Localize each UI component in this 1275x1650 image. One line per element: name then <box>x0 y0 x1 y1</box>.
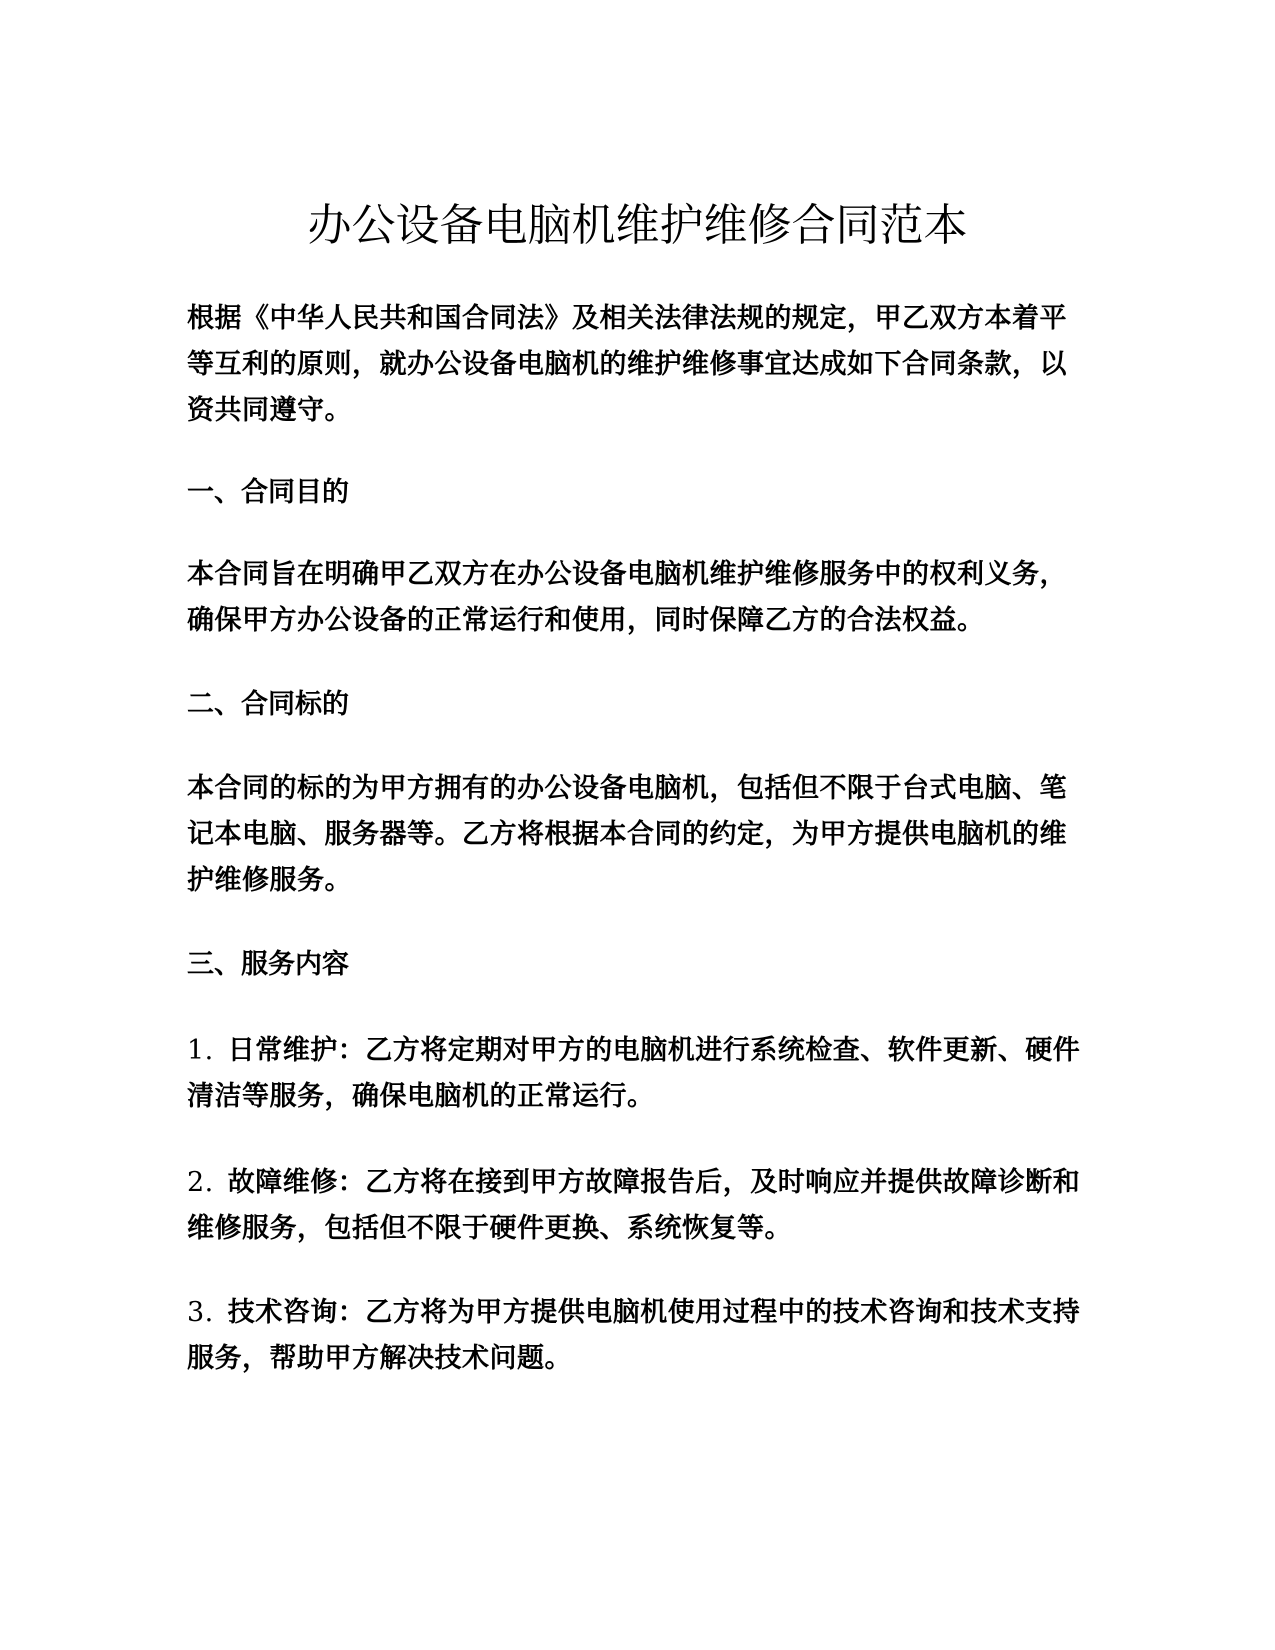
service-item-number: 1. <box>187 1035 214 1066</box>
section-heading-subject: 二、合同标的 <box>187 689 349 720</box>
section-heading-services: 三、服务内容 <box>187 949 349 980</box>
service-item-text: 日常维护：乙方将定期对甲方的电脑机进行系统检查、软件更新、硬件清洁等服务，确保电脑机的正常运行。 <box>187 1035 1081 1112</box>
service-item-number: 3. <box>187 1297 214 1328</box>
section-body-purpose: 本合同旨在明确甲乙双方在办公设备电脑机维护维修服务中的权利义务，确保甲方办公设备的正常运行和使用，同时保障乙方的合法权益。 <box>187 559 1067 636</box>
section-heading-purpose: 一、合同目的 <box>187 477 349 508</box>
document-title: 办公设备电脑机维护维修合同范本 <box>307 200 968 251</box>
service-item-number: 2. <box>187 1167 214 1198</box>
service-item-text: 故障维修：乙方将在接到甲方故障报告后，及时响应并提供故障诊断和维修服务，包括但不限于硬件更换、系统恢复等。 <box>187 1167 1081 1244</box>
service-item-fault-repair <box>187 1160 1087 1252</box>
service-item-text: 技术咨询：乙方将为甲方提供电脑机使用过程中的技术咨询和技术支持服务，帮助甲方解决技术问题。 <box>187 1297 1081 1374</box>
service-item-tech-consulting <box>187 1290 1087 1382</box>
intro-paragraph: 根据《中华人民共和国合同法》及相关法律法规的规定，甲乙双方本着平等互利的原则，就办公设备电脑机的维护维修事宜达成如下合同条款，以资共同遵守。 <box>187 303 1067 426</box>
section-body-subject: 本合同的标的为甲方拥有的办公设备电脑机，包括但不限于台式电脑、笔记本电脑、服务器等。乙方将根据本合同的约定，为甲方提供电脑机的维护维修服务。 <box>187 773 1067 896</box>
service-item-daily-maintenance <box>187 1028 1087 1120</box>
